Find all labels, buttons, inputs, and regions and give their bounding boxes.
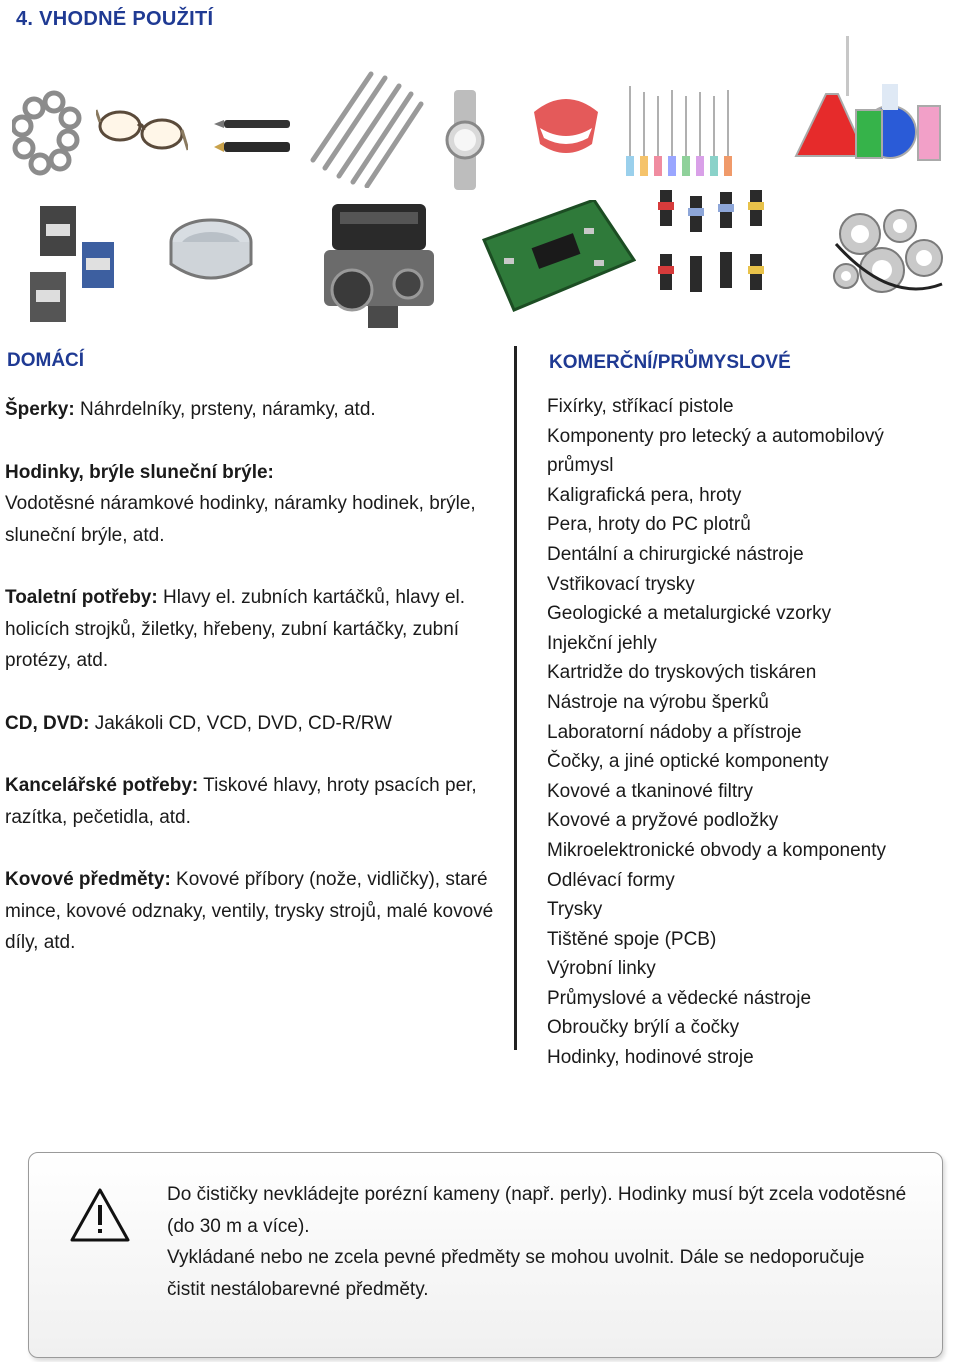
domestic-item-label: Šperky: (5, 399, 75, 420)
lab-glassware-image (786, 36, 944, 176)
list-item: Hodinky, hodinové stroje (547, 1047, 754, 1069)
domestic-item-text: Hlavy el. zubních kartáčků, hlavy el. holicích strojků, žiletky, hřebeny, zubní kartáčky, zubní protézy, atd. (5, 587, 466, 671)
domestic-item-label: CD, DVD: (5, 712, 90, 734)
list-item: průmysl (547, 455, 614, 477)
domestic-item-label: Toaletní potřeby: (5, 587, 158, 608)
warning-triangle-icon (69, 1187, 131, 1243)
list-item: Kovové a tkaninové filtry (547, 780, 753, 802)
domestic-item-text: Vodotěsné náramkové hodinky, náramky hodinek, brýle, sluneční brýle, atd. (5, 493, 476, 546)
domestic-item-text: Kovové příbory (nože, vidličky), staré mince, kovové odznaky, ventily, trysky strojů, malé kovové díly, atd. (5, 869, 494, 953)
list-item: Kaligrafická pera, hroty (547, 484, 742, 506)
bracelet-image (12, 88, 82, 188)
domestic-item-toiletries (5, 582, 500, 677)
denture-image (528, 92, 604, 162)
needles-image (622, 86, 744, 182)
warning-box (28, 1152, 943, 1358)
circuit-board-image (474, 200, 636, 312)
domestic-item-jewelry (5, 394, 500, 426)
domestic-column (5, 350, 500, 990)
commercial-title: KOMERČNÍ/PRŮMYSLOVÉ (549, 352, 791, 373)
image-row-1 (0, 28, 960, 208)
list-item: Komponenty pro letecký a automobilový (547, 425, 884, 447)
domestic-item-label: Kovové předměty: (5, 869, 171, 890)
commercial-column (547, 352, 947, 1073)
domestic-item-cd-dvd (5, 708, 500, 740)
washers-image (830, 204, 948, 304)
domestic-item-watches (5, 457, 500, 552)
list-item: Pera, hroty do PC plotrů (547, 514, 751, 536)
domestic-title: DOMÁCÍ (7, 350, 85, 371)
list-item: Vstřikovací trysky (547, 573, 695, 595)
image-row-2 (0, 182, 960, 342)
list-item: Čočky, a jiné optické komponenty (547, 751, 829, 773)
list-item: Injekční jehly (547, 632, 657, 654)
list-item: Geologické a metalurgické vzorky (547, 603, 832, 625)
list-item: Odlévací formy (547, 869, 675, 891)
injectors-image (654, 182, 782, 306)
list-item: Fixírky, stříkací pistole (547, 396, 734, 417)
commercial-list (547, 392, 947, 1073)
glasses-image (96, 100, 188, 160)
list-item: Trysky (547, 899, 603, 921)
list-item: Obroučky brýlí a čočky (547, 1017, 740, 1039)
list-item: Kovové a pryžové podložky (547, 810, 779, 832)
warning-line-2: Vykládané nebo ne zcela pevné předměty se mohou uvolnit. Dále se nedoporučuje čistit nestálobarevné předměty. (167, 1247, 865, 1300)
domestic-item-label: Kancelářské potřeby: (5, 775, 199, 796)
warning-text (167, 1179, 907, 1305)
watch-image (440, 90, 490, 190)
column-divider (514, 346, 517, 1050)
warning-line-1: Do čističky nevkládejte porézní kameny (např. perly). Hodinky musí být zcela vodotěsné (do 30 m a více). (167, 1184, 907, 1237)
domestic-item-label: Hodinky, brýle sluneční brýle: (5, 461, 274, 483)
pens-image (214, 116, 294, 166)
list-item: Výrobní linky (547, 958, 656, 980)
dental-tools-image (305, 68, 425, 188)
domestic-item-text: Tiskové hlavy, hroty psacích per, razítka, pečetidla, atd. (5, 775, 477, 828)
metal-filter-image (168, 212, 254, 292)
list-item: Laboratorní nádoby a přístroje (547, 721, 802, 743)
ink-cartridges-image (26, 206, 118, 324)
domestic-item-metal (5, 864, 500, 959)
list-item: Průmyslové a vědecké nástroje (547, 987, 812, 1009)
list-item: Dentální a chirurgické nástroje (547, 543, 804, 565)
engine-image (312, 194, 446, 332)
list-item: Nástroje na výrobu šperků (547, 691, 769, 713)
list-item: Kartridže do tryskových tiskáren (547, 662, 817, 684)
domestic-item-office (5, 770, 500, 833)
list-item: Tištěné spoje (PCB) (547, 928, 717, 950)
section-heading: 4. VHODNÉ POUŽITÍ (16, 8, 214, 30)
domestic-item-text: Náhrdelníky, prsteny, náramky, atd. (74, 399, 376, 420)
list-item: Mikroelektronické obvody a komponenty (547, 839, 887, 861)
domestic-item-text: Jakákoli CD, VCD, DVD, CD-R/RW (89, 712, 393, 734)
